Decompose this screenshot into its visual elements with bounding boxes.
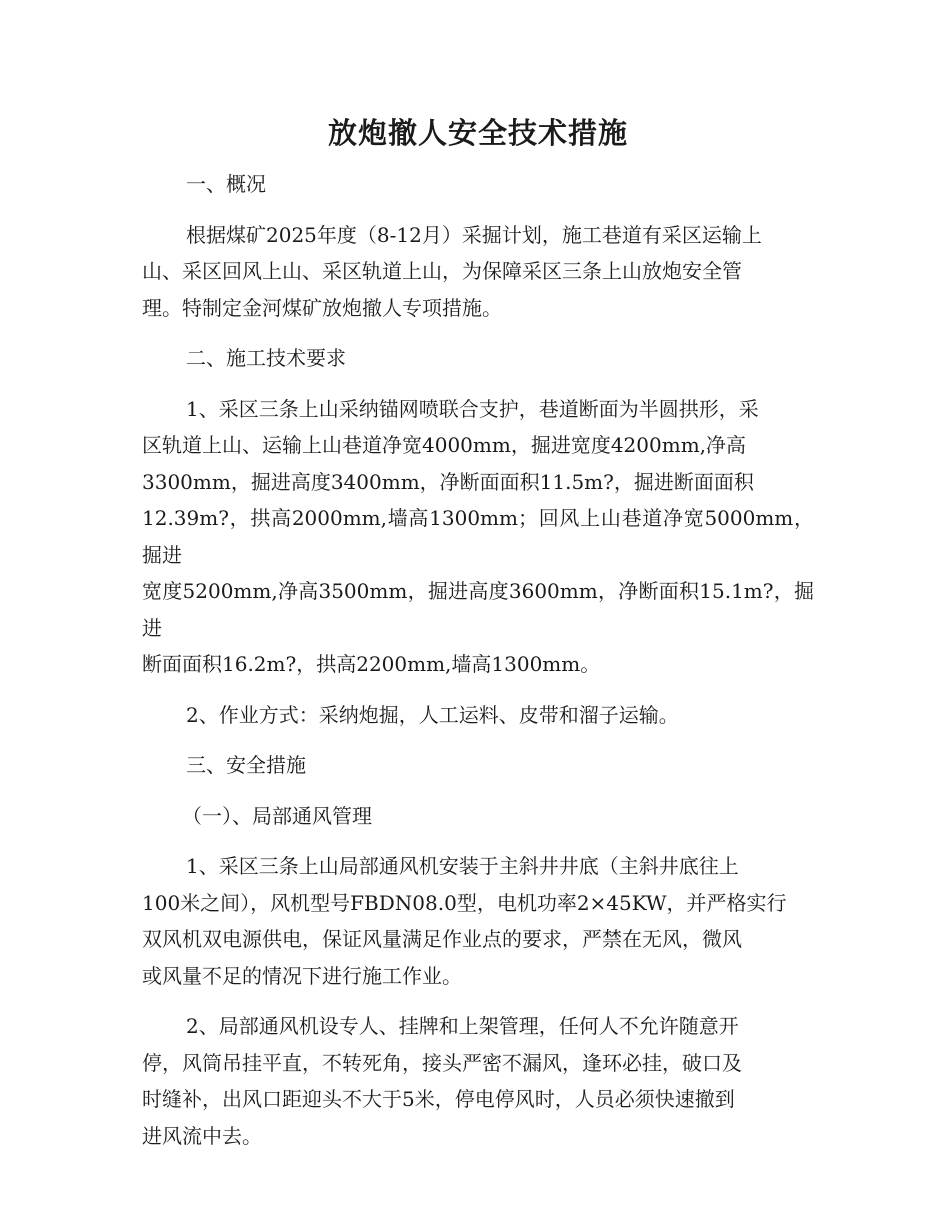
paragraph-line: 山、采区回风上山、采区轨道上山，为保障采区三条上山放炮安全管 (142, 259, 742, 283)
paragraph-line: 时缝补，出风口距迎头不大于5米，停电停风时，人员必须快速撤到 (142, 1087, 735, 1111)
paragraph-support-specs (142, 391, 814, 683)
paragraph-line: 区轨道上山、运输上山巷道净宽4000mm，掘进宽度4200mm,净高 (142, 433, 747, 457)
section-heading-safety: 三、安全措施 (186, 753, 306, 777)
paragraph-line: 100米之间），风机型号FBDN08.0型，电机功率2×45KW，并严格实行 (142, 890, 787, 915)
paragraph-line: 12.39m?，拱高2000mm,墙高1300mm；回风上山巷道净宽5000mm，掘进 (142, 506, 814, 567)
document-page (142, 108, 814, 1168)
paragraph-line: 进风流中去。 (142, 1123, 262, 1148)
paragraph-line: 宽度5200mm,净高3500mm，掘进高度3600mm，净断面积15.1m?，掘进 (142, 579, 814, 640)
paragraph-overview (142, 217, 814, 327)
paragraph-line: 或风量不足的情况下进行施工作业。 (142, 963, 462, 988)
section-heading-overview: 一、概况 (186, 172, 266, 196)
paragraph-line: 停，风筒吊挂平直，不转死角，接头严密不漏风，逢环必挂，破口及 (142, 1050, 742, 1075)
paragraph-line: 2、作业方式：采纳炮掘，人工运料、皮带和溜子运输。 (186, 702, 679, 727)
paragraph-line: 理。特制定金河煤矿放炮撤人专项措施。 (142, 295, 502, 320)
paragraph-fan-management (142, 1008, 814, 1154)
paragraph-line: 1、采区三条上山采纳锚网喷联合支护，巷道断面为半圆拱形，采 (186, 396, 759, 421)
section-heading-technical: 二、施工技术要求 (186, 346, 346, 370)
paragraph-line: 根据煤矿2025年度（8-12月）采掘计划，施工巷道有采区运输上 (186, 222, 762, 247)
paragraph-line: 3300mm，掘进高度3400mm，净断面面积11.5m?，掘进断面面积 (142, 469, 754, 494)
subsection-heading-ventilation: （一）、局部通风管理 (182, 803, 372, 828)
paragraph-line: 1、采区三条上山局部通风机安装于主斜井井底（主斜井底往上 (186, 854, 739, 878)
paragraph-fan-installation (142, 848, 814, 994)
document-title: 放炮撤人安全技术措施 (327, 116, 628, 150)
paragraph-work-method (142, 697, 814, 734)
paragraph-line: 2、局部通风机设专人、挂牌和上架管理，任何人不允许随意开 (186, 1014, 739, 1038)
paragraph-line: 双风机双电源供电，保证风量满足作业点的要求，严禁在无风，微风 (142, 927, 742, 951)
paragraph-line: 断面面积16.2m?，拱高2200mm,墙高1300mm。 (142, 652, 601, 676)
